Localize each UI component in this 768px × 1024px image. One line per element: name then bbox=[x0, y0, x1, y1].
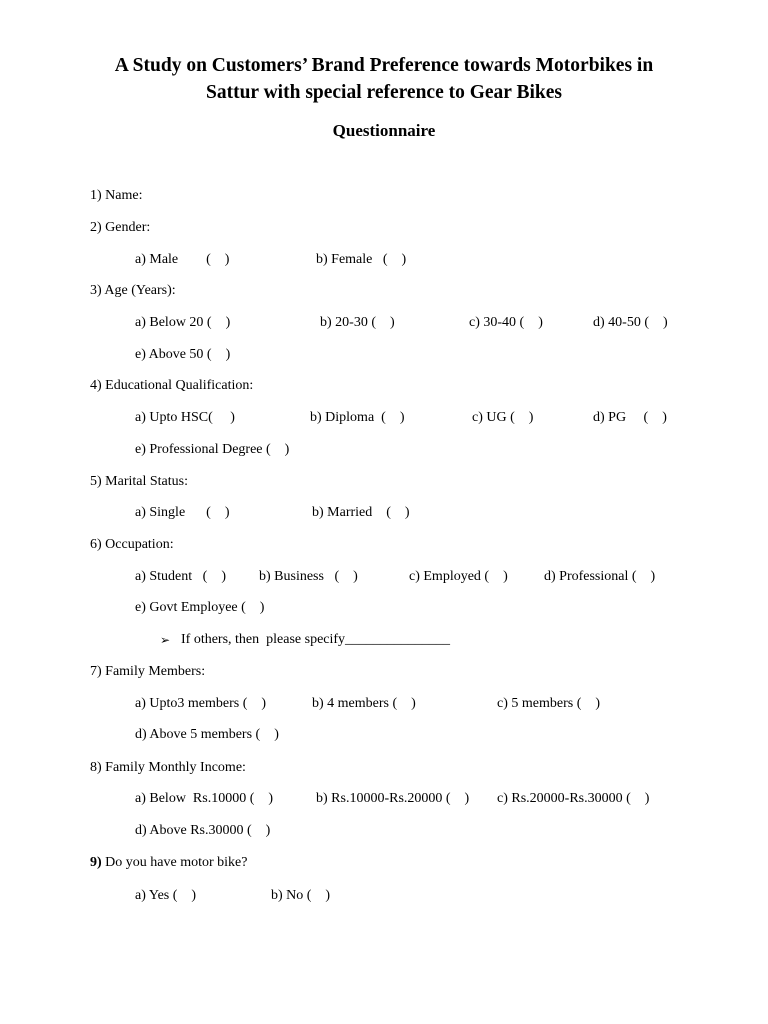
option-income-10000-20000[interactable]: b) Rs.10000-Rs.20000 ( ) bbox=[316, 791, 470, 806]
option-occupation-govt-employee[interactable]: e) Govt Employee ( ) bbox=[135, 600, 265, 615]
option-income-20000-30000[interactable]: c) Rs.20000-Rs.30000 ( ) bbox=[497, 791, 650, 806]
question-motor-bike bbox=[90, 856, 247, 870]
option-income-above-30000[interactable]: d) Above Rs.30000 ( ) bbox=[135, 823, 271, 838]
option-education-hsc[interactable]: a) Upto HSC( ) bbox=[135, 410, 235, 425]
option-family-5[interactable]: c) 5 members ( ) bbox=[497, 696, 601, 711]
question-text: Do you have motor bike? bbox=[101, 855, 248, 870]
option-marital-single[interactable]: a) Single ( ) bbox=[135, 505, 230, 520]
document-title-line-1: A Study on Customers’ Brand Preference towards Motorbikes in bbox=[114, 55, 654, 76]
option-occupation-business[interactable]: b) Business ( ) bbox=[259, 569, 358, 584]
question-education: 4) Educational Qualification: bbox=[90, 378, 254, 393]
question-marital-status: 5) Marital Status: bbox=[90, 474, 188, 489]
option-education-diploma[interactable]: b) Diploma ( ) bbox=[310, 410, 405, 425]
option-family-above-5[interactable]: d) Above 5 members ( ) bbox=[135, 727, 279, 742]
question-occupation: 6) Occupation: bbox=[90, 537, 174, 552]
question-name: 1) Name: bbox=[90, 188, 143, 203]
option-gender-female[interactable]: b) Female ( ) bbox=[316, 252, 407, 267]
question-monthly-income: 8) Family Monthly Income: bbox=[90, 760, 246, 775]
option-education-ug[interactable]: c) UG ( ) bbox=[472, 410, 534, 425]
option-family-upto3[interactable]: a) Upto3 members ( ) bbox=[135, 696, 267, 711]
option-income-below-10000[interactable]: a) Below Rs.10000 ( ) bbox=[135, 791, 274, 806]
option-bike-yes[interactable]: a) Yes ( ) bbox=[135, 888, 197, 903]
question-number: 9) bbox=[90, 855, 102, 870]
option-age-below-20[interactable]: a) Below 20 ( ) bbox=[135, 315, 231, 330]
option-education-pg[interactable]: d) PG ( ) bbox=[593, 410, 667, 425]
document-subtitle: Questionnaire bbox=[332, 121, 436, 140]
option-occupation-student[interactable]: a) Student ( ) bbox=[135, 569, 226, 584]
question-gender: 2) Gender: bbox=[90, 220, 151, 235]
option-family-4[interactable]: b) 4 members ( ) bbox=[312, 696, 416, 711]
document-title-line-2: Sattur with special reference to Gear Bikes bbox=[206, 82, 562, 103]
option-occupation-employed[interactable]: c) Employed ( ) bbox=[409, 569, 508, 584]
arrow-bullet-icon: ➢ bbox=[160, 633, 171, 647]
option-age-40-50[interactable]: d) 40-50 ( ) bbox=[593, 315, 668, 330]
question-age: 3) Age (Years): bbox=[90, 283, 176, 298]
option-age-above-50[interactable]: e) Above 50 ( ) bbox=[135, 347, 231, 362]
option-age-30-40[interactable]: c) 30-40 ( ) bbox=[469, 315, 543, 330]
question-family-members: 7) Family Members: bbox=[90, 664, 206, 679]
option-gender-male[interactable]: a) Male ( ) bbox=[135, 252, 230, 267]
option-marital-married[interactable]: b) Married ( ) bbox=[312, 505, 410, 520]
option-bike-no[interactable]: b) No ( ) bbox=[271, 888, 331, 903]
option-education-professional[interactable]: e) Professional Degree ( ) bbox=[135, 442, 290, 457]
option-age-20-30[interactable]: b) 20-30 ( ) bbox=[320, 315, 395, 330]
occupation-other-specify[interactable]: If others, then please specify_______________ bbox=[181, 632, 451, 647]
option-occupation-professional[interactable]: d) Professional ( ) bbox=[544, 569, 656, 584]
